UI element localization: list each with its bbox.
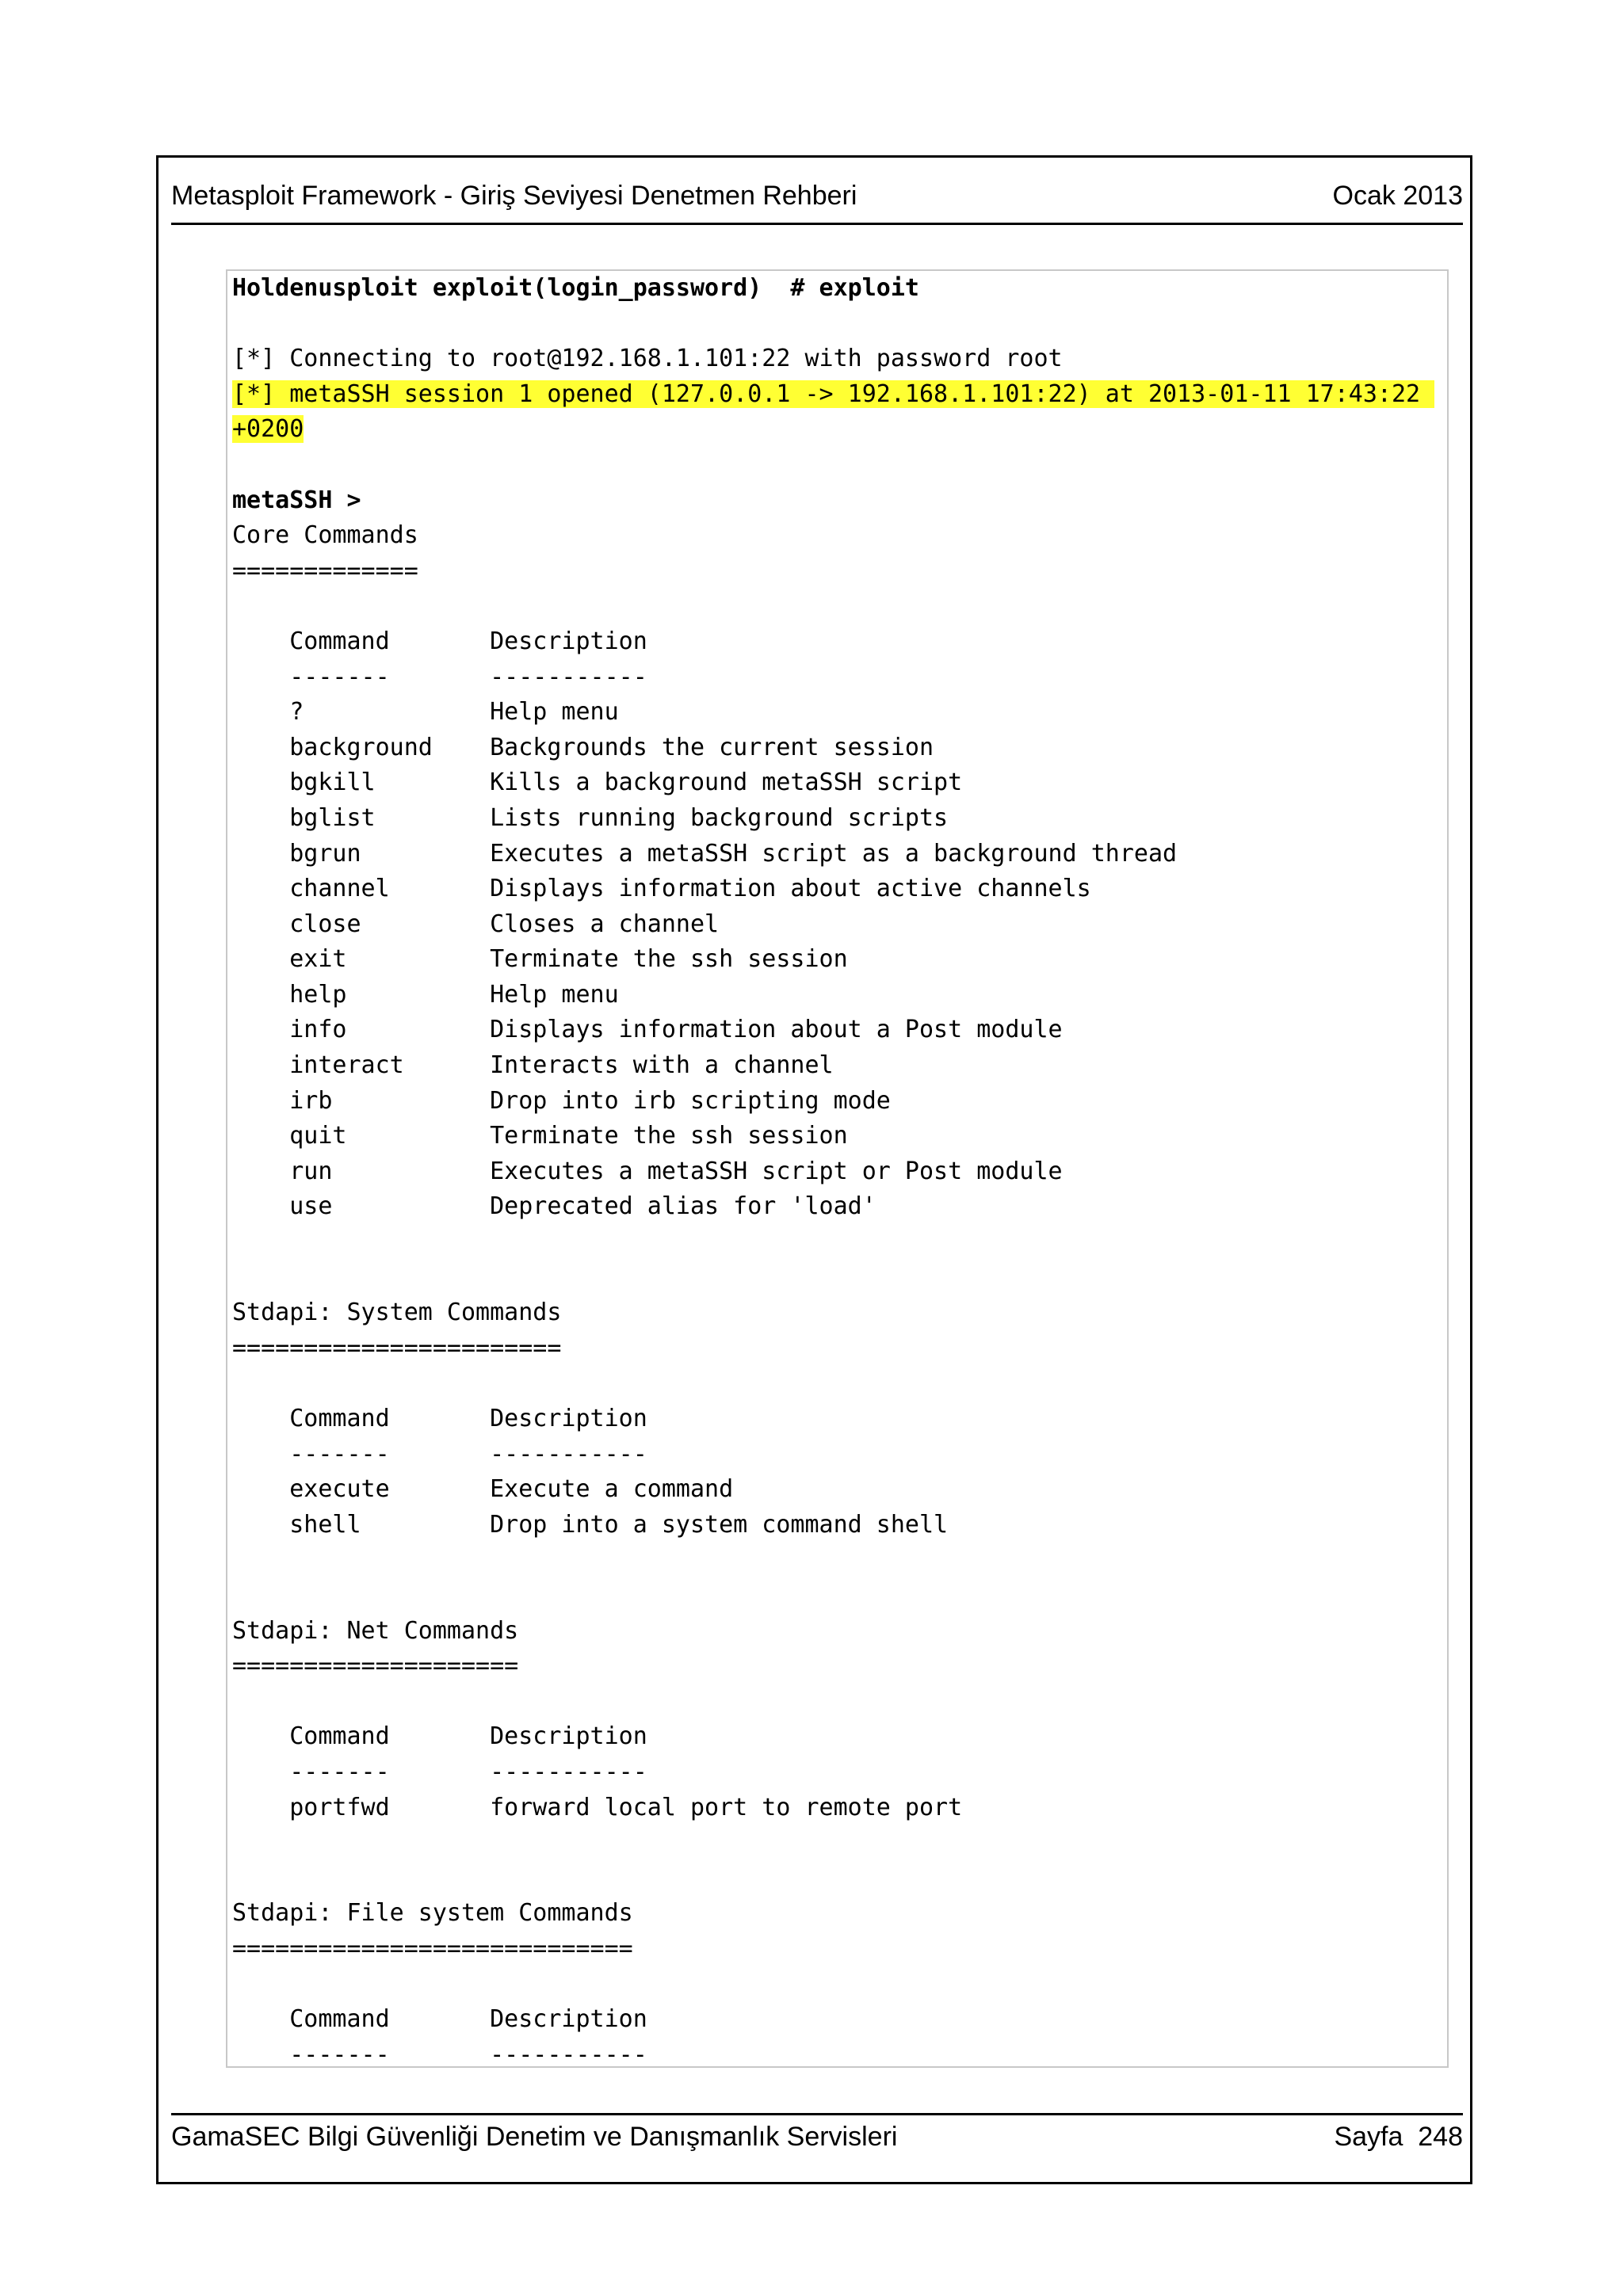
console-line xyxy=(232,871,1434,907)
console-line xyxy=(232,1614,1434,1650)
console-line xyxy=(232,589,1434,624)
console-line xyxy=(232,1402,1434,1437)
console-line xyxy=(232,1896,1434,1932)
console-line-text: ==================== xyxy=(232,1652,519,1680)
console-line-text: exit Terminate the ssh session xyxy=(232,945,848,974)
console-line-text: Holdenusploit exploit(login_password) # exploit xyxy=(232,274,919,302)
console-line-text: portfwd forward local port to remote port xyxy=(232,1793,963,1821)
console-line xyxy=(232,554,1434,589)
console-line xyxy=(232,765,1434,801)
console-line xyxy=(232,660,1434,696)
console-line-text: bglist Lists running background scripts xyxy=(232,803,949,832)
header-title: Metasploit Framework - Giriş Seviyesi Denetmen Rehberi xyxy=(171,181,857,211)
console-line xyxy=(232,483,1434,519)
console-line xyxy=(232,801,1434,837)
console-line xyxy=(232,377,1434,413)
console-line xyxy=(232,1578,1434,1614)
page-header xyxy=(171,177,1463,225)
console-line-text: use Deprecated alias for 'load' xyxy=(232,1192,876,1221)
console-line xyxy=(232,307,1434,342)
console-line-text: ------- ----------- xyxy=(232,1757,647,1786)
console-line xyxy=(232,1508,1434,1543)
console-line-text: Stdapi: Net Commands xyxy=(232,1616,519,1645)
console-line-text: interact Interacts with a channel xyxy=(232,1051,834,1080)
console-line-text: Stdapi: System Commands xyxy=(232,1299,562,1327)
console-line xyxy=(232,2038,1434,2068)
console-line xyxy=(232,942,1434,978)
console-line xyxy=(232,1861,1434,1897)
console-line xyxy=(232,624,1434,660)
console-line-text: bgkill Kills a background metaSSH script xyxy=(232,769,963,797)
console-line-text: Command Description xyxy=(232,627,647,655)
console-line xyxy=(232,1684,1434,1720)
console-line xyxy=(232,1331,1434,1367)
console-line xyxy=(232,1543,1434,1578)
console-line-text: shell Drop into a system command shell xyxy=(232,1510,949,1539)
console-line-text: [*] metaSSH session 1 opened (127.0.0.1 -> 192.168.1.101:22) at 2013-01-11 17:43:22 xyxy=(232,379,1435,408)
console-line xyxy=(232,1719,1434,1755)
console-line-text: ============= xyxy=(232,556,418,585)
console-line xyxy=(232,1295,1434,1331)
console-line-text: execute Execute a command xyxy=(232,1475,734,1504)
console-line xyxy=(232,1366,1434,1402)
console-line xyxy=(232,1189,1434,1225)
console-line-text: background Backgrounds the current session xyxy=(232,733,934,761)
console-line xyxy=(232,837,1434,872)
console-line xyxy=(232,1649,1434,1684)
console-line-text: Core Commands xyxy=(232,521,418,550)
console-line-text: Command Description xyxy=(232,1722,647,1751)
console-line xyxy=(232,907,1434,943)
console-line-text: ------- ----------- xyxy=(232,662,647,691)
console-line xyxy=(232,2002,1434,2038)
footer-page-number: Sayfa 248 xyxy=(1334,2122,1463,2152)
console-line xyxy=(232,1154,1434,1190)
console-line xyxy=(232,1013,1434,1048)
console-line-text: ? Help menu xyxy=(232,698,619,727)
console-line-text: ------- ----------- xyxy=(232,1440,647,1468)
console-line xyxy=(232,1437,1434,1473)
console-line-text: channel Displays information about active channels xyxy=(232,875,1091,903)
page-footer xyxy=(171,2113,1463,2161)
console-line-text: help Help menu xyxy=(232,980,619,1009)
console-line-text: Command Description xyxy=(232,1405,647,1432)
console-line-text: quit Terminate the ssh session xyxy=(232,1122,848,1150)
console-line xyxy=(232,1472,1434,1508)
console-line-text: [*] Connecting to root@192.168.1.101:22 with password root xyxy=(232,345,1063,373)
console-line xyxy=(232,412,1434,448)
console-line xyxy=(232,271,1434,307)
console-line-text: ============================ xyxy=(232,1934,633,1962)
console-line xyxy=(232,1048,1434,1084)
console-line xyxy=(232,1825,1434,1861)
console-line-text: ======================= xyxy=(232,1333,562,1362)
console-line xyxy=(232,1119,1434,1154)
console-line xyxy=(232,1791,1434,1826)
header-date: Ocak 2013 xyxy=(1332,181,1463,211)
console-line-text: info Displays information about a Post module xyxy=(232,1016,1063,1044)
console-output-box xyxy=(226,269,1449,2068)
console-line xyxy=(232,518,1434,554)
console-line xyxy=(232,341,1434,377)
console-line-text: Command Description xyxy=(232,2005,647,2034)
console-line-text: metaSSH > xyxy=(232,486,361,514)
console-line xyxy=(232,730,1434,766)
console-line xyxy=(232,1967,1434,2003)
console-output xyxy=(232,271,1434,2068)
console-line-text: ------- ----------- xyxy=(232,2040,647,2068)
console-line-text: irb Drop into irb scripting mode xyxy=(232,1086,891,1115)
console-line-text: Stdapi: File system Commands xyxy=(232,1899,633,1928)
console-line xyxy=(232,1261,1434,1296)
console-line xyxy=(232,1932,1434,1967)
console-line xyxy=(232,1755,1434,1791)
console-line xyxy=(232,1084,1434,1119)
console-line xyxy=(232,695,1434,730)
console-line-text: run Executes a metaSSH script or Post module xyxy=(232,1157,1063,1185)
footer-company: GamaSEC Bilgi Güvenliği Denetim ve Danışmanlık Servisleri xyxy=(171,2122,898,2152)
console-line xyxy=(232,1225,1434,1261)
console-line xyxy=(232,448,1434,483)
console-line-text: close Closes a channel xyxy=(232,910,720,938)
console-line-text: bgrun Executes a metaSSH script as a background thread xyxy=(232,839,1178,868)
console-line-text: +0200 xyxy=(232,415,304,444)
console-line xyxy=(232,978,1434,1013)
